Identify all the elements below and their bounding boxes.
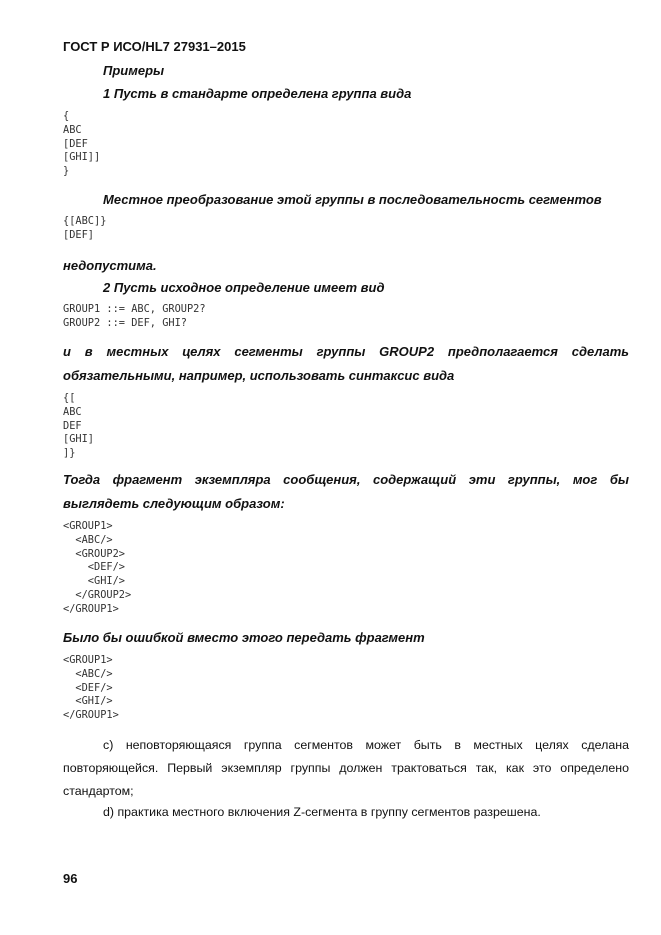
code-line: <DEF/> [63, 681, 113, 694]
example-1-title: 1 Пусть в стандарте определена группа вида [103, 86, 412, 101]
example-2-text-3: Было бы ошибкой вместо этого передать фрагмент [63, 630, 425, 645]
example-1-code [63, 110, 100, 179]
code-line: [DEF] [63, 228, 94, 241]
item-d-text: d) практика местного включения Z-сегмента в группу сегментов разрешена. [103, 805, 541, 819]
code-line: </GROUP2> [63, 588, 132, 601]
code-line: DEF [63, 419, 82, 432]
code-line: <GHI/> [63, 695, 113, 708]
code-line: ABC [63, 405, 82, 418]
item-c [63, 734, 629, 803]
code-line: ABC [63, 123, 82, 136]
example-1-code-2 [63, 215, 106, 243]
code-line: GROUP1 ::= ABC, GROUP2? [63, 303, 206, 315]
examples-heading: Примеры [103, 63, 165, 78]
item-c-text: с) неповторяющаяся группа сегментов может быть в местных целях сделана повторяющейся. Первый экземпляр группы должен трактоваться так, как это определено стандартом; [63, 738, 629, 798]
standard-header: ГОСТ Р ИСО/HL7 27931–2015 [63, 39, 246, 54]
page-number: 96 [63, 871, 78, 886]
item-d [63, 801, 629, 824]
example-2-title: 2 Пусть исходное определение имеет вид [103, 280, 385, 295]
code-line: </GROUP1> [63, 602, 119, 615]
example-2-code [63, 303, 206, 331]
code-line: } [63, 165, 70, 178]
example-2-code-2 [63, 392, 94, 461]
code-line: {[ABC]} [63, 215, 107, 227]
transform-text: Местное преобразование этой группы в последовательность сегментов [103, 192, 602, 207]
code-line: <ABC/> [63, 667, 113, 680]
code-line: <ABC/> [63, 533, 113, 546]
code-line: <GROUP1> [63, 654, 113, 666]
code-line: GROUP2 ::= DEF, GHI? [63, 316, 187, 329]
code-line: { [63, 110, 70, 122]
code-line: <GROUP2> [63, 547, 125, 560]
example-2-text-1: и в местных целях сегменты группы GROUP2 предполагается сделать обязательными, например, использовать синтаксис вида [63, 344, 629, 383]
not-allowed-text: недопустима. [63, 258, 157, 273]
code-line: ]} [63, 447, 76, 460]
code-line: {[ [63, 392, 76, 404]
example-2-code-3 [63, 520, 131, 617]
code-line: [GHI] [63, 433, 94, 446]
code-line: </GROUP1> [63, 709, 119, 722]
code-line: [GHI]] [63, 151, 101, 164]
code-line: <GROUP1> [63, 520, 113, 532]
example-2-code-4 [63, 654, 119, 723]
code-line: [DEF [63, 137, 88, 150]
code-line: <GHI/> [63, 575, 125, 588]
code-line: <DEF/> [63, 561, 125, 574]
example-2-text-2: Тогда фрагмент экземпляра сообщения, содержащий эти группы, мог бы выглядеть следующим образом: [63, 472, 629, 511]
